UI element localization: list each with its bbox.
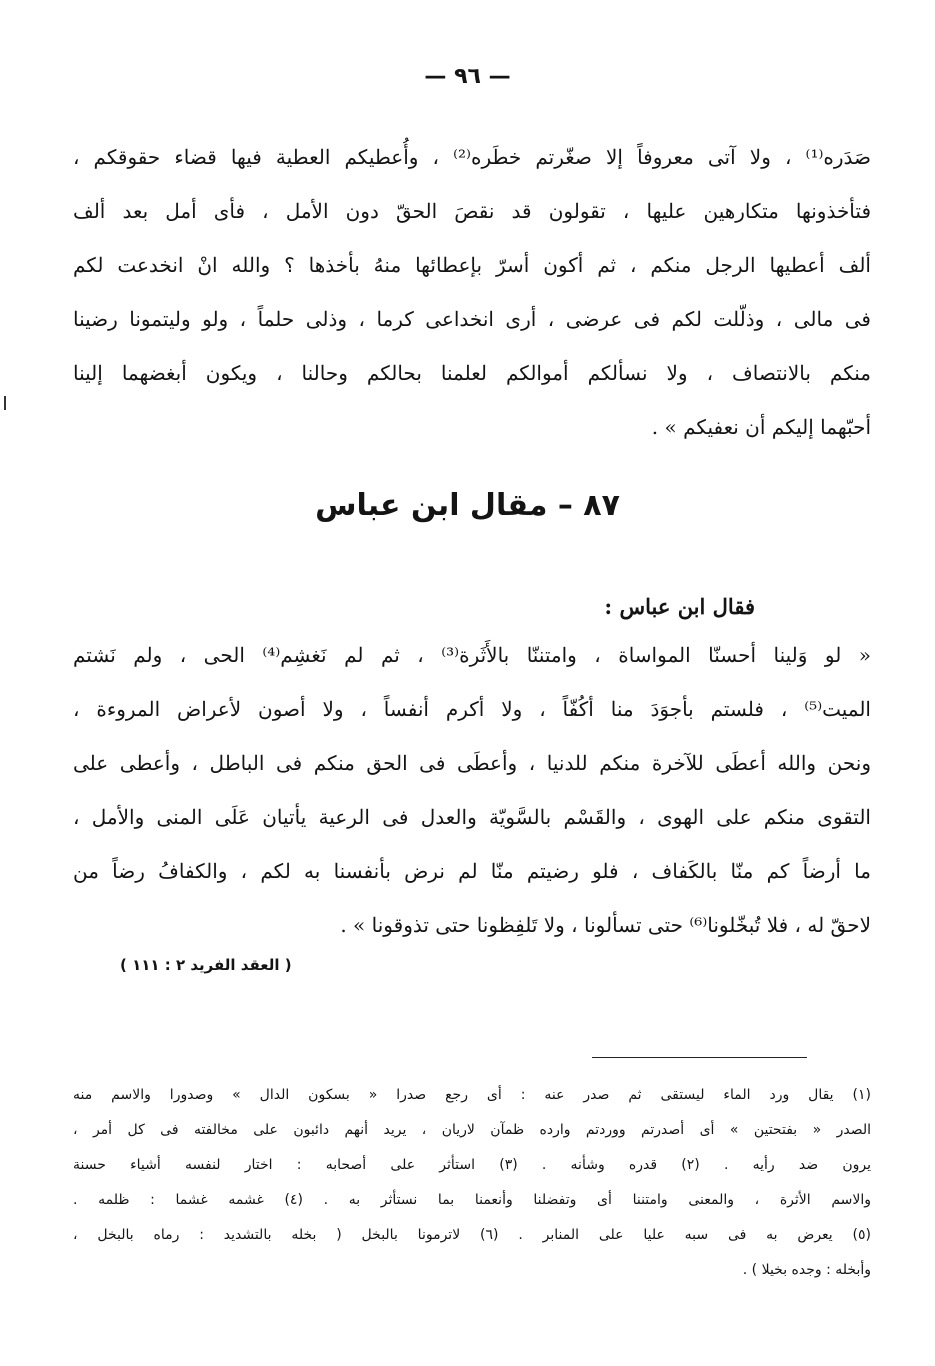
- paragraph-line: أحبّهما إليكم أن نعفيكم » .: [651, 415, 871, 439]
- footnote-line: (٥) يعرض به فى سبه عليا على المنابر . (٦) لاترمونا بالبخل ( بخله بالتشديد : رماه بالبخل ،: [73, 1227, 871, 1243]
- paragraph-line: ما أرضاً كم منّا بالكَفاف ، فلو رضيتم منّا لم نرض بأنفسنا به لكم ، والكفافُ رضاً من: [73, 859, 871, 883]
- paragraph-line: التقوى منكم على الهوى ، والقَسْم بالسَّويّة والعدل فى الرعية يأتيان عَلَى المنى والأمل ،: [73, 805, 871, 829]
- intro-line: فقال ابن عباس :: [604, 594, 755, 619]
- footnote-divider: [592, 1057, 807, 1058]
- footnote-line: وأبخله : وجده بخيلا ) .: [742, 1262, 871, 1278]
- footnotes: [73, 1078, 871, 1288]
- margin-mark: [4, 396, 6, 410]
- paragraph-1: [73, 130, 871, 454]
- paragraph-line: فى مالى ، وذلّلت لكم فى عرضى ، أرى انخداعى كرما ، وذلى حلماً ، ولو وليتمونا رضينا: [73, 307, 871, 331]
- footnote-line: (١) يقال ورد الماء ليستقى ثم صدر عنه : أى رجع صدرا « بسكون الدال » وصدورا والاسم منه: [73, 1087, 871, 1103]
- paragraph-line: منكم بالانتصاف ، ولا نسألكم أموالكم لعلمنا بحالكم وحالنا ، ويكون أبغضهما إلينا: [73, 361, 871, 385]
- source-citation: ( العقد الفريد ٢ : ١١١ ): [120, 956, 292, 974]
- paragraph-line: « لو وَلينا أحسنّا المواساة ، وامتننّا بالأَثَرة⁽³⁾ ، ثم لم نَغشِم⁽⁴⁾ الحى ، ولم نَشتم: [73, 643, 871, 667]
- paragraph-line: صَدَره⁽¹⁾ ، ولا آتى معروفاً إلا صغّرتم خطَره⁽²⁾ ، وأُعطيكم العطية فيها قضاء حقوقكم ،: [73, 145, 871, 169]
- paragraph-2: [73, 628, 871, 952]
- paragraph-line: الميت⁽⁵⁾ ، فلستم بأجوَدَ منا أكُفّاً ، ولا أكرم أنفساً ، ولا أصون لأعراض المروءة ،: [73, 697, 871, 721]
- paragraph-line: فتأخذونها متكارهين عليها ، تقولون قد نقصَ الحقّ دون الأمل ، فأى أمل بعد ألف: [73, 199, 871, 223]
- section-title: ٨٧ – مقال ابن عباس: [315, 488, 620, 523]
- footnote-line: الصدر « بفتحتين » أى أصدرتم ووردتم وارده ظمآن لاريان ، يريد أنهم دائبون على مخالفته فى كل أمر ،: [73, 1122, 871, 1138]
- paragraph-line: لاحقّ له ، فلا تُبخّلونا⁽⁶⁾ حتى تسألونا ، ولا تَلفِظونا حتى تذوقونا » .: [340, 913, 871, 937]
- footnote-line: يرون ضد رأيه . (٢) قدره وشأنه . (٣) استأثر على أصحابه : اختار لنفسه أشياء حسنة: [73, 1157, 871, 1173]
- footnote-line: والاسم الأثرة ، والمعنى وامتننا أى وتفضلنا وأنعمنا بما نستأثر به . (٤) غشمه غشما : ظلمه .: [73, 1192, 871, 1208]
- page-number: — ٩٦ —: [424, 64, 511, 89]
- paragraph-line: ألف أعطيها الرجل منكم ، ثم أكون أسرّ بإعطائها منهُ بأخذها ؟ والله انْ انخدعت لكم: [73, 253, 871, 277]
- paragraph-line: ونحن والله أعطَى للآخرة منكم للدنيا ، وأعطَى فى الحق منكم فى الباطل ، وأعطى على: [73, 751, 871, 775]
